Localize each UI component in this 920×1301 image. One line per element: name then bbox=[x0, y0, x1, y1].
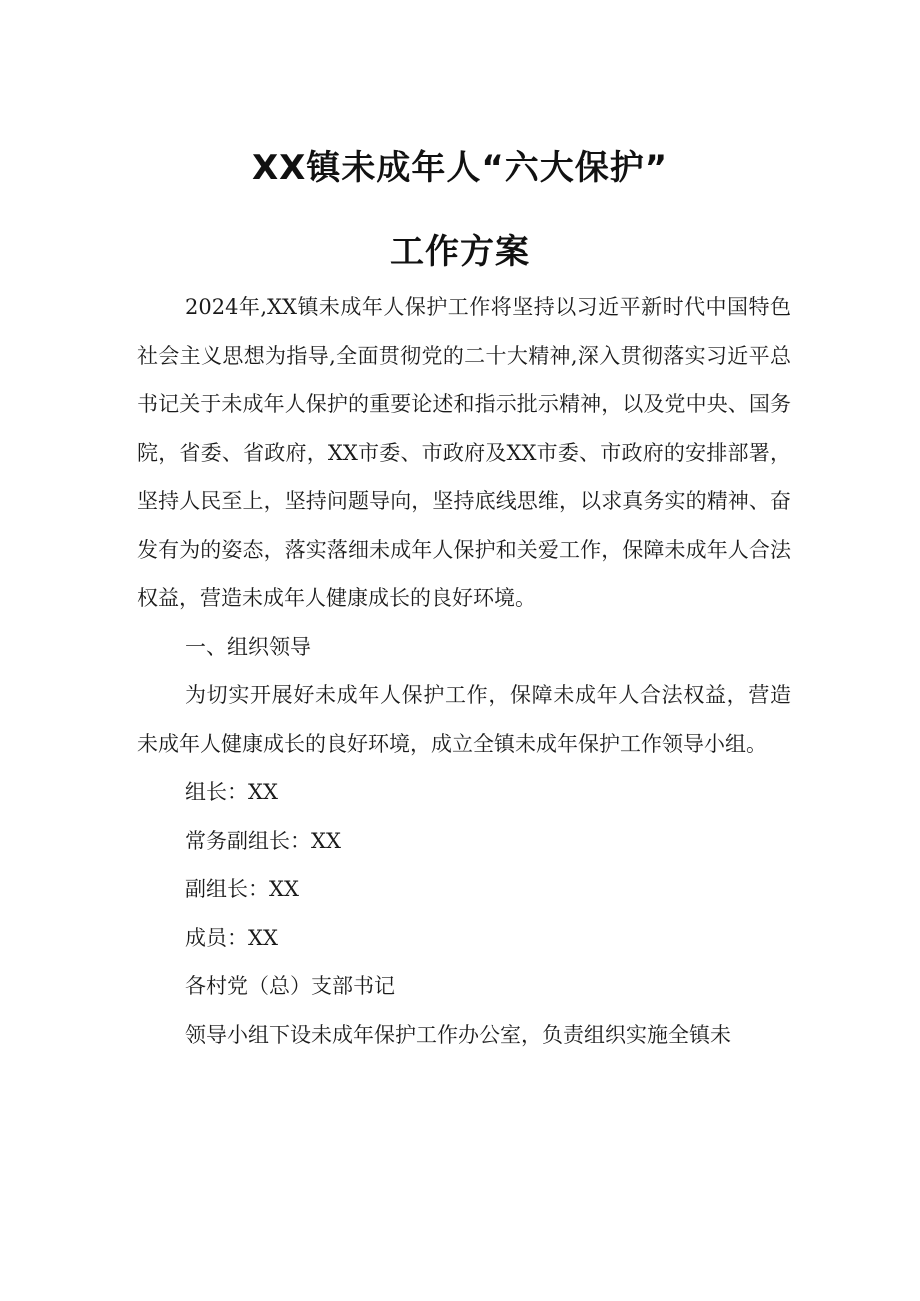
organization-paragraph: 为切实开展好未成年人保护工作，保障未成年人合法权益，营造未成年人健康成长的良好环境，成立全镇未成年保护工作领导小组。 bbox=[137, 683, 791, 756]
deputy-leader-line: 副组长：XX bbox=[185, 877, 299, 901]
document-title-line-2: 工作方案 bbox=[390, 232, 530, 272]
document-body bbox=[137, 283, 791, 1059]
team-leader-line: 组长：XX bbox=[185, 780, 278, 804]
office-paragraph: 领导小组下设未成年保护工作办公室，负责组织实施全镇未 bbox=[185, 1022, 731, 1047]
document-title-line-1: XX镇未成年人“六大保护” bbox=[251, 148, 669, 188]
members-line: 成员：XX bbox=[185, 925, 278, 950]
section-heading-organization: 一、组织领导 bbox=[185, 634, 311, 659]
intro-paragraph: 2024年,XX镇未成年人保护工作将坚持以习近平新时代中国特色社会主义思想为指导,全面贯彻党的二十大精神,深入贯彻落实习近平总书记关于未成年人保护的重要论述和指示批示精神，以及党中央、国务院，省委、省政府，XX市委、市政府及XX市委、市政府的安排部署，坚持人民至上，坚持问题导向，坚持底线思维，以求真务实的精神、奋发有为的姿态，落实落细未成年人保护和关爱工作，保障未成年人合法权益，营造未成年人健康成长的良好环境。 bbox=[137, 295, 791, 610]
village-secretaries-line: 各村党（总）支部书记 bbox=[185, 974, 395, 998]
executive-deputy-leader-line: 常务副组长：XX bbox=[185, 828, 341, 853]
